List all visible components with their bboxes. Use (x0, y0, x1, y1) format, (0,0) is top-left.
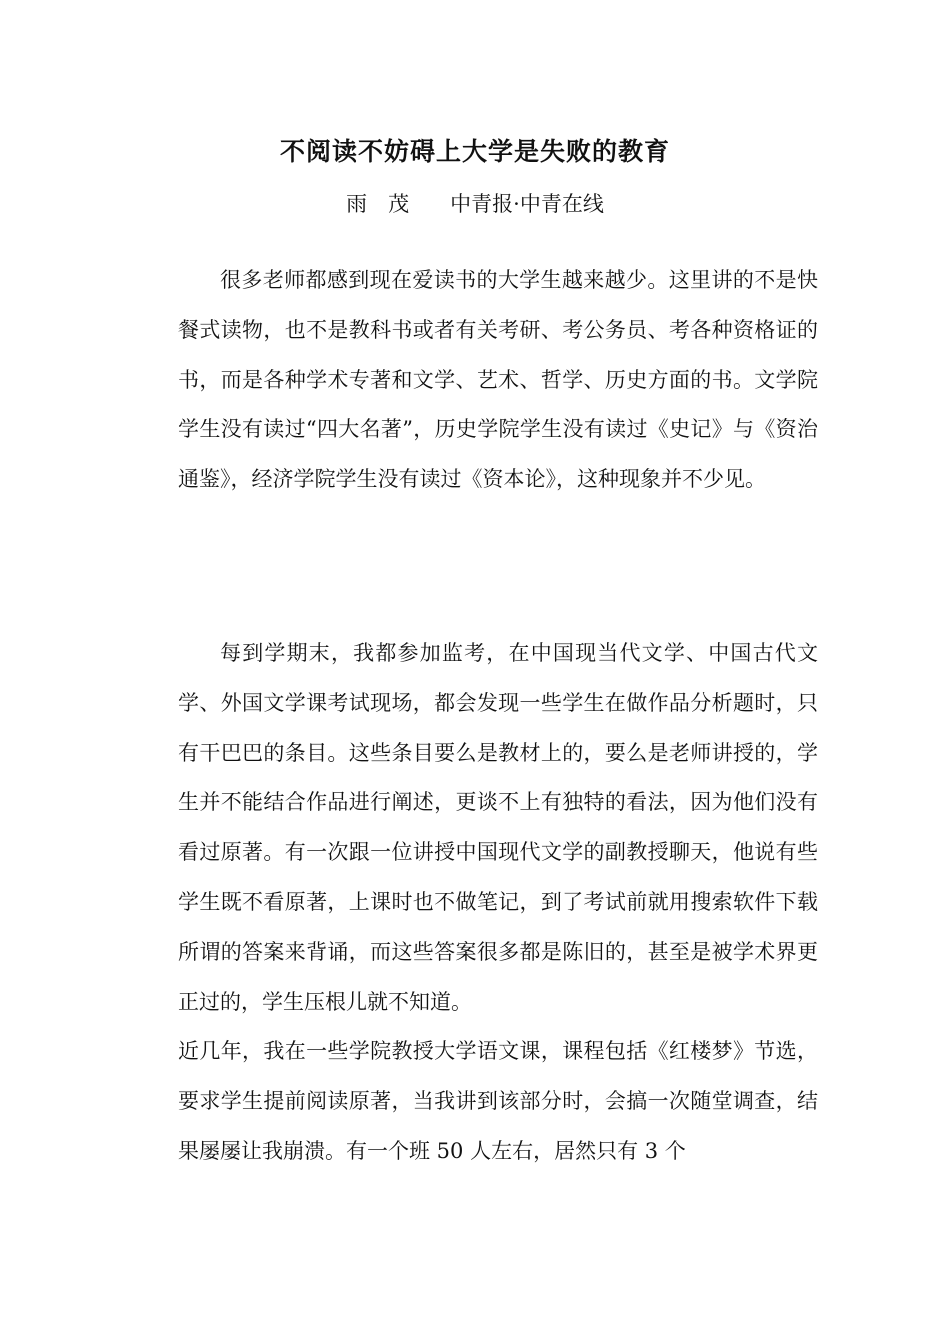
source-name: 中青报·中青在线 (450, 192, 604, 216)
author-name: 雨茂 (346, 192, 431, 216)
paragraph-1: 很多老师都感到现在爱读书的大学生越来越少。这里讲的不是快餐式读物，也不是教科书或者有关考研、考公务员、考各种资格证的书，而是各种学术专著和文学、艺术、哲学、历史方面的书。文学院学生没有读过“四大名著”，历史学院学生没有读过《史记》与《资治通鉴》，经济学院学生没有读过《资本论》，这种现象并不少见。 (178, 268, 818, 492)
paragraph-3: 近几年，我在一些学院教授大学语文课，课程包括《红楼梦》节选，要求学生提前阅读原著，当我讲到该部分时，会搞一次随堂调查，结果屡屡让我崩溃。有一个班 50 人左右，居然只有 3 个 (178, 1039, 818, 1163)
byline (0, 188, 950, 218)
paragraph-2: 每到学期末，我都参加监考，在中国现当代文学、中国古代文学、外国文学课考试现场，都会发现一些学生在做作品分析题时，只有干巴巴的条目。这些条目要么是教材上的，要么是老师讲授的，学生并不能结合作品进行阐述，更谈不上有独特的看法，因为他们没有看过原著。有一次跟一位讲授中国现代文学的副教授聊天，他说有些学生既不看原著，上课时也不做笔记，到了考试前就用搜索软件下载所谓的答案来背诵，而这些答案很多都是陈旧的，甚至是被学术界更正过的，学生压根儿就不知道。 (178, 641, 818, 1014)
article-title: 不阅读不妨碍上大学是失败的教育 (279, 137, 670, 166)
